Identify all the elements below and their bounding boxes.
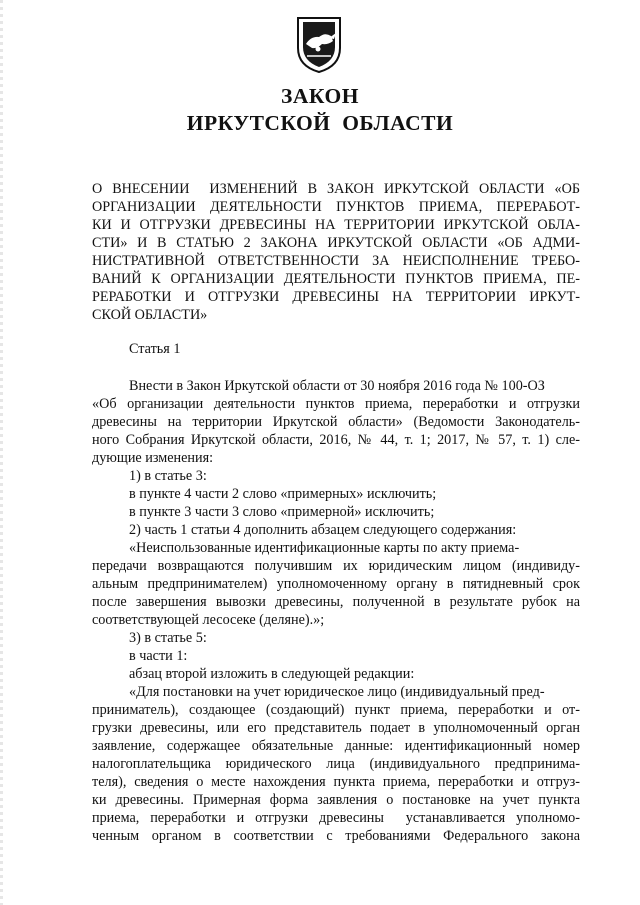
law-region-title: ИРКУТСКОЙ ОБЛАСТИ (186, 111, 454, 135)
body-line: в пункте 3 части 3 слово «примерной» исключить; (129, 504, 435, 520)
body-line: ного Собрания Иркутской области, 2016, № 44, т. 1; 2017, № 57, т. 1) сле- (92, 432, 580, 448)
body-line: соответствующей лесосеке (деляне).»; (92, 612, 325, 628)
subtitle-line: СТИ» И В СТАТЬЮ 2 ЗАКОНА ИРКУТСКОЙ ОБЛАСТИ «ОБ АДМИ- (92, 235, 580, 251)
body-line: 2) часть 1 статьи 4 дополнить абзацем следующего содержания: (129, 522, 517, 538)
body-line: приниматель), создающее (создающий) пункт приема, переработки и от- (92, 702, 580, 718)
body-line: передачи возвращаются получившим их юридическим лицом (индивиду- (92, 558, 580, 574)
body-line: дующие изменения: (92, 450, 214, 466)
subtitle-line: ОРГАНИЗАЦИИ ДЕЯТЕЛЬНОСТИ ПУНКТОВ ПРИЕМА, ПЕРЕРАБОТ- (92, 199, 580, 215)
body-line: «Для постановки на учет юридическое лицо (индивидуальный пред- (129, 684, 545, 700)
subtitle-line: СКОЙ ОБЛАСТИ» (92, 307, 208, 323)
body-line: альным предпринимателем) уполномоченному органу в пятидневный срок (92, 576, 580, 592)
coat-of-arms-icon (295, 14, 343, 74)
body-line: приема, переработки и отгрузки древесины устанавливается уполномо- (92, 810, 580, 826)
body-line: в части 1: (129, 648, 188, 664)
subtitle-line: РЕРАБОТКИ И ОТГРУЗКИ ДРЕВЕСИНЫ НА ТЕРРИТОРИИ ИРКУТ- (92, 289, 580, 305)
body-line: после завершения вывозки древесины, полученной в результате рубок на (92, 594, 580, 610)
body-line: абзац второй изложить в следующей редакции: (129, 666, 415, 682)
law-title: ЗАКОН (281, 84, 359, 108)
subtitle-line: НИСТРАТИВНОЙ ОТВЕТСТВЕННОСТИ ЗА НЕИСПОЛНЕНИЕ ТРЕБО- (92, 253, 580, 269)
body-line: Внести в Закон Иркутской области от 30 ноября 2016 года № 100-ОЗ (129, 378, 545, 394)
body-line: теля), сведения о месте нахождения пункта приема, переработки и отгруз- (92, 774, 580, 790)
body-line: в пункте 4 части 2 слово «примерных» исключить; (129, 486, 437, 502)
body-line: 3) в статье 5: (129, 630, 207, 646)
body-line: «Неиспользованные идентификационные карты по акту приема- (129, 540, 520, 556)
body-line: «Об организации деятельности пунктов приема, переработки и отгрузки (92, 396, 580, 412)
article-heading: Статья 1 (129, 341, 181, 357)
subtitle-line: КИ И ОТГРУЗКИ ДРЕВЕСИНЫ НА ТЕРРИТОРИИ ИРКУТСКОЙ ОБЛА- (92, 217, 580, 233)
body-line: заявление, содержащее обязательные данные: идентификационный номер (92, 738, 580, 754)
body-line: ченным органом в соответствии с требованиями Федерального закона (92, 828, 580, 844)
subtitle-line: О ВНЕСЕНИИ ИЗМЕНЕНИЙ В ЗАКОН ИРКУТСКОЙ ОБЛАСТИ «ОБ (92, 181, 580, 197)
body-line: ки древесины. Примерная форма заявления о постановке на учет пункта (92, 792, 580, 808)
body-line: грузки древесины, или его представитель подает в уполномоченный орган (92, 720, 580, 736)
body-line: налогоплательщика юридического лица (индивидуального предпринима- (92, 756, 580, 772)
body-line: древесины на территории Иркутской области» (Ведомости Законодатель- (92, 414, 580, 430)
subtitle-line: ВАНИЙ К ОРГАНИЗАЦИИ ДЕЯТЕЛЬНОСТИ ПУНКТОВ ПРИЕМА, ПЕ- (92, 271, 580, 287)
body-line: 1) в статье 3: (129, 468, 207, 484)
